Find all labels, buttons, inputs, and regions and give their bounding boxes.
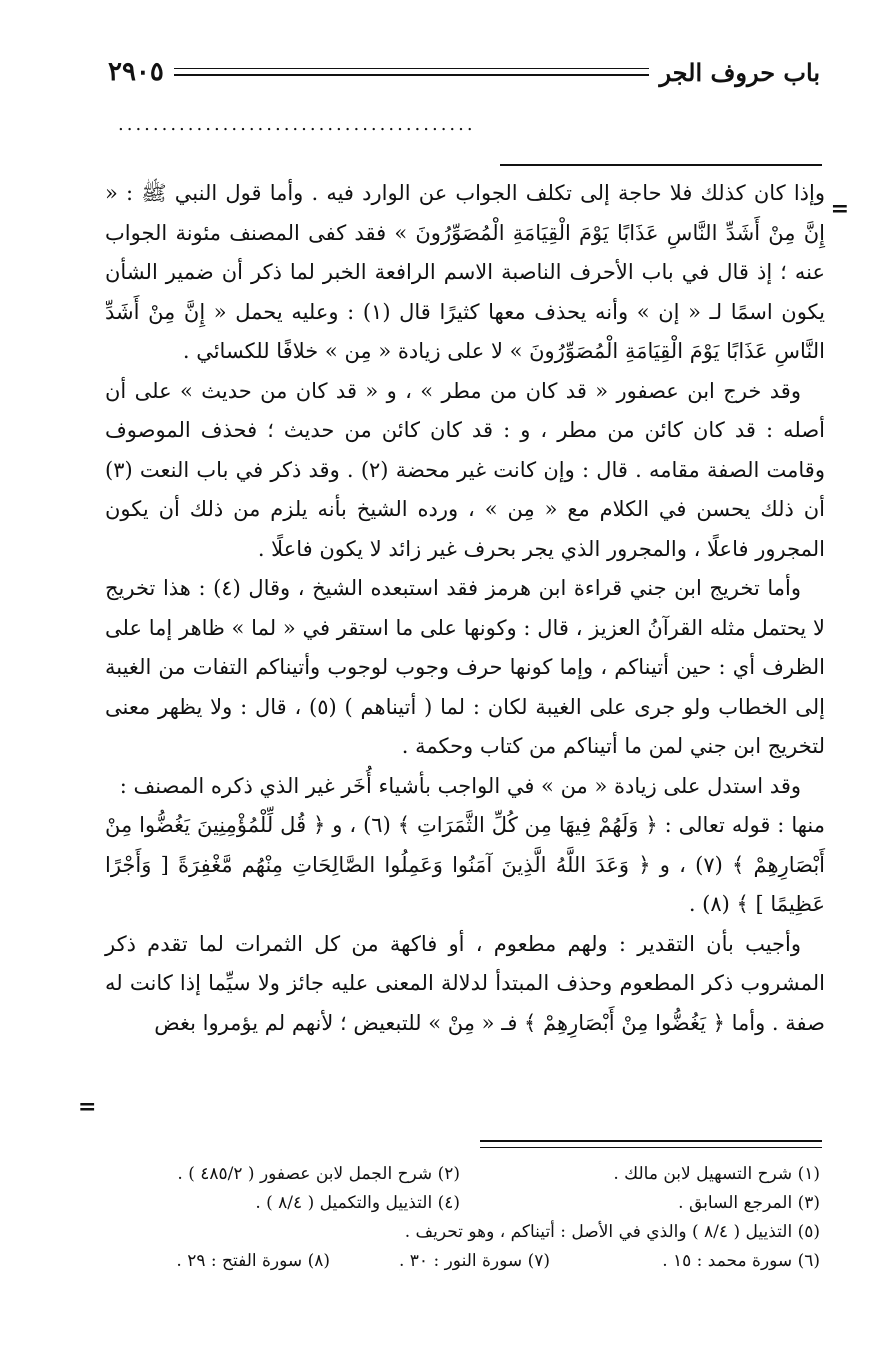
footnote-5: (٥) التذييل ( ٨/٤ ) والذي في الأصل : أتيناكم ، وهو تحريف . bbox=[404, 1222, 820, 1242]
paragraph: وقد استدل على زيادة « من » في الواجب بأشياء أُخَر غير الذي ذكره المصنف : bbox=[119, 773, 801, 798]
footnote-rule bbox=[480, 1140, 822, 1148]
paragraph: وقد خرج ابن عصفور « قد كان من مطر » ، و « قد كان من حديث » على أن أصله : قد كان كائن من مطر ، و : قد كان كائن من حديث ؛ فحذف الموصوف وقامت الصفة مقامه . قال : وإن كانت غير محضة (٢) . وقد ذكر في باب النعت (٣) أن ذلك يحسن في الكلام مع « مِن » ، ورده الشيخ بأنه يلزم من ذلك أن يكون المجرور فاعلًا ، والمجرور الذي يجر بحرف غير زائد لا يكون فاعلًا . bbox=[105, 378, 825, 561]
main-text bbox=[105, 174, 825, 1043]
page-number: ٢٩٠٥ bbox=[108, 57, 164, 87]
footnote-3: (٣) المرجع السابق . bbox=[678, 1193, 820, 1213]
paragraph: وإذا كان كذلك فلا حاجة إلى تكلف الجواب عن الوارد فيه . وأما قول النبي ﷺ : « إِنَّ مِنْ أَشَدِّ النَّاسِ عَذَابًا يَوْمَ الْقِيَامَةِ الْمُصَوِّرُونَ » فقد كفى المصنف مئونة الجواب عنه ؛ إذ قال في باب الأحرف الناصبة الاسم الرافعة الخبر لما ذكر أن ضمير الشأن يكون اسمًا لـ « إن » وأنه يحذف معها كثيرًا قال (١) : وعليه يحمل « إِنَّ مِنْ أَشَدِّ النَّاسِ عَذَابًا يَوْمَ الْقِيَامَةِ الْمُصَوِّرُونَ » لا على زيادة « مِن » خلافًا للكسائي . bbox=[105, 181, 826, 363]
header-rule bbox=[174, 68, 650, 76]
footnote-row bbox=[95, 1160, 820, 1189]
footnotes bbox=[95, 1160, 820, 1276]
running-title: باب حروف الجر bbox=[659, 57, 820, 87]
paragraph: وأجيب بأن التقدير : ولهم مطعوم ، أو فاكهة من كل الثمرات لما تقدم ذكر المشروب ذكر المطعوم وحذف المبتدأ لدلالة المعنى عليه جائز ولا سيِّما إذا كانت له صفة . وأما ﴿ يَغُضُّوا مِنْ أَبْصَارِهِمْ ﴾ فـ « مِنْ » للتبعيض ؛ لأنهم لم يؤمروا بغض bbox=[105, 931, 825, 1035]
page-header bbox=[108, 52, 820, 92]
paragraph: وأما تخريج ابن جني قراءة ابن هرمز فقد استبعده الشيخ ، وقال (٤) : هذا تخريج لا يحتمل مثله القرآنُ العزيز ، قال : وكونها على ما استقر في « لما » ظاهر إما على الظرف أي : حين أتيناكم ، وإما كونها حرف وجوب لوجوب وأتيناكم التفات من الغيبة إلى الخطاب ولو جرى على الغيبة لكان : لما ( أتيناهم ) (٥) ، قال : ولا يظهر معنى لتخريج ابن جني لمن ما أتيناكم من كتاب وحكمة . bbox=[105, 576, 825, 758]
separator-dots: ......................................... bbox=[118, 114, 476, 135]
footnote-2: (٢) شرح الجمل لابن عصفور ( ٤٨٥/٢ ) . bbox=[177, 1164, 460, 1184]
footnote-7: (٧) سورة النور : ٣٠ . bbox=[398, 1251, 550, 1271]
footnote-8: (٨) سورة الفتح : ٢٩ . bbox=[176, 1251, 330, 1271]
footnote-4: (٤) التذييل والتكميل ( ٨/٤ ) . bbox=[255, 1193, 460, 1213]
footnote-row bbox=[95, 1247, 820, 1276]
continuation-mark-top: = bbox=[830, 196, 849, 222]
section-rule bbox=[500, 164, 822, 166]
footnote-row bbox=[95, 1189, 820, 1218]
footnote-6: (٦) سورة محمد : ١٥ . bbox=[662, 1251, 820, 1271]
footnote-1: (١) شرح التسهيل لابن مالك . bbox=[613, 1164, 820, 1184]
paragraph: منها : قوله تعالى : ﴿ وَلَهُمْ فِيهَا مِن كُلِّ الثَّمَرَاتِ ﴾ (٦) ، و ﴿ قُل لِّلْمُؤْمِنِينَ يَغُضُّوا مِنْ أَبْصَارِهِمْ ﴾ (٧) ، و ﴿ وَعَدَ اللَّهُ الَّذِينَ آمَنُوا وَعَمِلُوا الصَّالِحَاتِ مِنْهُم مَّغْفِرَةً [ وَأَجْرًا عَظِيمًا ] ﴾ (٨) . bbox=[105, 813, 826, 916]
footnote-row bbox=[95, 1218, 820, 1247]
continuation-mark-bottom: = bbox=[78, 1094, 97, 1120]
